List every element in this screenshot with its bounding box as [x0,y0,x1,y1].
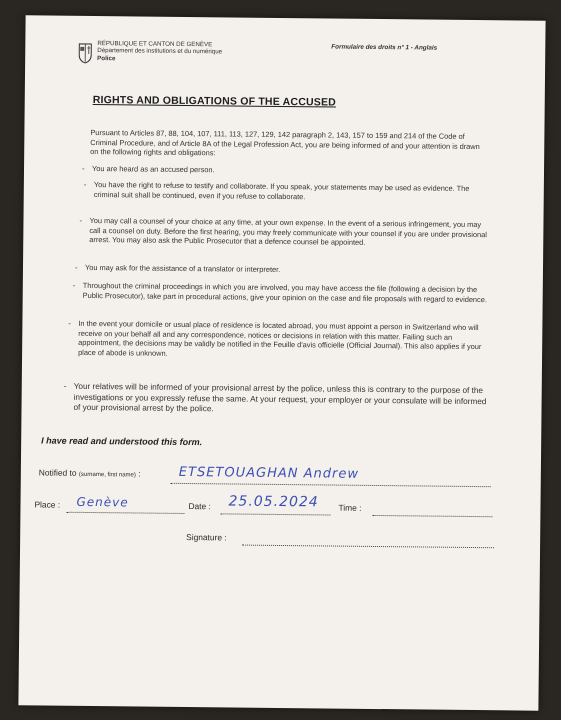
list-item: - In the event your domicile or usual place of residence is located abroad, you must appoint a person in Switzerland who will receive on your behalf all and any correspondence, notices or decisions in relation with this matter. Failing such an appointment, the decisions may be validly be notified in the Feuille d'avis officielle (Official Journal). This also applies if your place of abode is unknown. [68,318,482,358]
institution-line1: RÉPUBLIQUE ET CANTON DE GENÈVE [97,40,213,49]
document-title: RIGHTS AND OBLIGATIONS OF THE ACCUSED [92,94,337,109]
date-label: Date : [188,501,211,512]
list-item: - You are heard as an accused person. [81,163,215,175]
institution-header [97,40,222,63]
signature-label: Signature : [186,532,227,543]
list-item: - Throughout the criminal proceedings in which you are involved, you may have access the file (following a decision by the Public Prosecutor), take part in procedural actions, give your opinion on the case and file proposals with regard to evidence. [72,280,487,304]
notified-to-handwritten: ETSETOUAGHAN Andrew [178,464,360,482]
document-page [18,15,545,710]
list-item: - Your relatives will be informed of your provisional arrest by the police, unless this is contrary to the purpose of the investigations or you expressly refuse the same. At your request, your employer or your consulate will be informed of your provisional arrest by the police. [63,381,487,414]
list-item: - You have the right to refuse to testify and collaborate. If you speak, your statements may be used as evidence. The criminal suit shall be continued, even if you refuse to collaborate. [83,179,470,201]
list-item: - You may ask for the assistance of a translator or interpreter. [74,262,281,274]
place-label: Place : [34,499,61,510]
notified-to-line [171,483,491,487]
time-label: Time : [338,502,362,513]
institution-line2: Département des institutions et du numérique [97,47,223,56]
notified-to-label: Notified to (surname, first name) : [38,467,141,479]
geneva-coat-of-arms-icon [78,42,92,64]
date-line [220,513,330,515]
list-item: - You may call a counsel of your choice at any time, at your own expense. In the event of a serious infringement, you may call a counsel on duty. Before the first hearing, you may freely communicate with your counsel if you are under provisional arrest. You may also ask the Public Prosecutor that a defence counsel be appointed. [79,215,487,248]
form-identifier: Formulaire des droits n° 1 - Anglais [331,43,438,52]
institution-line3: Police [97,54,116,62]
rights-list [63,163,494,414]
signature-line [242,545,494,549]
time-line [372,515,492,517]
place-line [66,512,184,514]
intro-paragraph: Pursuant to Articles 87, 88, 104, 107, 111, 113, 127, 129, 142 paragraph 2, 143, 157 to 159 and 214 of the Code of Criminal Procedure, and of Article 8A of the Legal Profession Act, you are being informed of and your attention is drawn on the following rights and obligations: [90,127,480,158]
acknowledgement-text: I have read and understood this form. [41,435,203,448]
place-handwritten: Genève [76,494,129,510]
date-handwritten: 25.05.2024 [228,493,319,511]
